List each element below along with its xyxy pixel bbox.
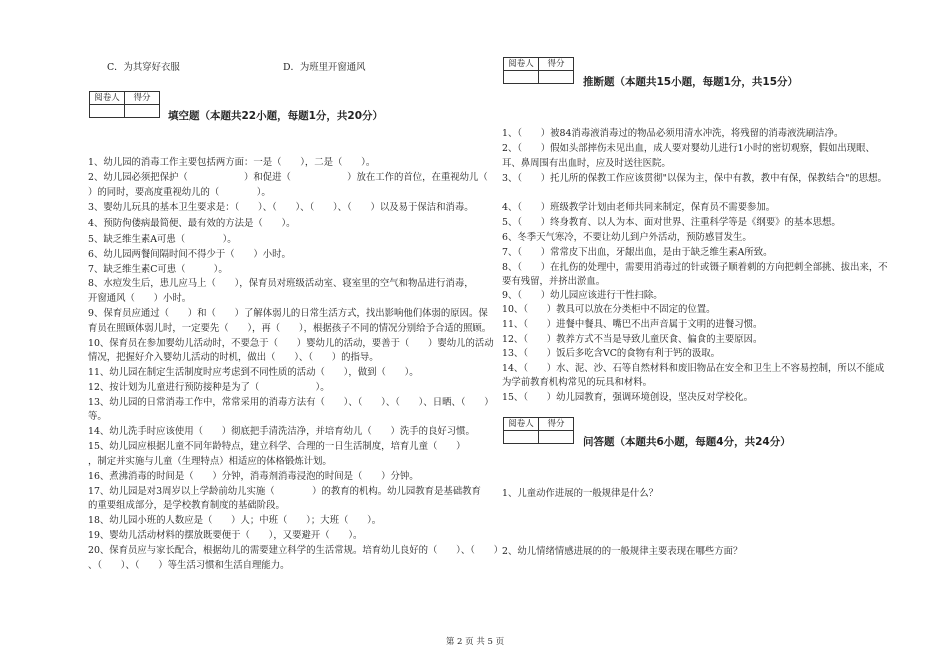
fill-question-line: 、（ ）、（ ）等生活习惯和生活自理能力。 — [88, 560, 290, 571]
judge-question-line: 4、（ ）班级教学计划由老师共同来制定，保育员不需要参加。 — [502, 202, 776, 213]
fill-question-line: 2、幼儿园必须把保护（ ）和促进（ ）放在工作的首位，在重视幼儿（ — [88, 172, 488, 183]
reviewer-cell[interactable] — [504, 431, 539, 444]
fill-question-line: 育员在照顾体弱儿时，一定要先（ ），再（ ），根据孩子不同的情况分别给予合适的照顾。 — [88, 323, 492, 334]
fill-question-line: 6、幼儿园两餐间隔时间不得少于（ ）小时。 — [88, 249, 291, 260]
fill-question-line: 等。 — [88, 411, 107, 422]
judge-question-line: 要有残留，并挤出淤血。 — [502, 276, 606, 287]
fill-question-line: 8、水痘发生后，患儿应马上（ ），保育员对班级活动室、寝室里的空气和物品进行消毒， — [88, 278, 474, 289]
reviewer-cell[interactable] — [90, 105, 125, 118]
judge-question-line: 3、（ ）托儿所的保教工作应该贯彻"以保为主，保中有教，教中有保，保教结合"的思想。 — [502, 173, 887, 184]
score-label: 得分 — [539, 418, 574, 431]
judge-question-line: 12、（ ）教养方式不当是导致儿童厌食、偏食的主要原因。 — [502, 334, 763, 345]
option-c: C．为其穿好衣服 — [107, 62, 180, 73]
judge-question-line: 6、冬季天气寒冷，不要让幼儿到户外活动，预防感冒发生。 — [502, 232, 752, 243]
fill-question-line: 13、幼儿园的日常消毒工作中，常常采用的消毒方法有（ ）、（ ）、（ ）、日晒、（ ） — [88, 397, 494, 408]
qa-question: 1、儿童动作进展的一般规律是什么？ — [502, 488, 658, 499]
reviewer-label: 阅卷人 — [504, 58, 539, 71]
judge-question-line: 14、（ ）水、泥、沙、石等自然材料和废旧物品在安全和卫生上不容易控制，所以不能成 — [502, 363, 885, 374]
judge-score-box — [503, 57, 574, 84]
fill-question-line: 19、婴幼儿活动材料的摆放既要便于（ ），又要避开（ ）。 — [88, 530, 363, 541]
judge-question-line: 5、（ ）终身教育、以人为本、面对世界、注重科学等是《纲要》的基本思想。 — [502, 217, 841, 228]
fill-question-line: 开窗通风（ ）小时。 — [88, 293, 192, 304]
judge-section-title: 推断题（本题共15小题，每题1分，共15分） — [583, 76, 799, 88]
fill-question-line: 16、煮沸消毒的时间是（ ）分钟，消毒剂消毒浸泡的时间是（ ）分钟。 — [88, 471, 419, 482]
judge-question-line: 11、（ ）进餐中餐具、嘴巴不出声音属于文明的进餐习惯。 — [502, 319, 763, 330]
judge-question-line: 为学前教育机构常见的玩具和材料。 — [502, 377, 653, 388]
judge-question-line: 2、（ ）假如头部摔伤未见出血，成人要对婴幼儿进行1小时的密切观察，假如出现眼、 — [502, 143, 875, 154]
fill-question-line: 情况，把握好介入婴幼儿活动的时机，做出（ ）、（ ）的指导。 — [88, 352, 379, 363]
judge-question-line: 8、（ ）在扎伤的处理中，需要用消毒过的针或镊子顺着刺的方向把刺全部挑、拔出来，不 — [502, 262, 888, 273]
score-cell[interactable] — [539, 71, 574, 84]
fill-question-line: 10、保育员在参加婴幼儿活动时，不要急于（ ）婴幼儿的活动，要善于（ ）婴幼儿的活动 — [88, 338, 494, 349]
fill-question-line: 17、幼儿园是对3周岁以上学龄前幼儿实施（ ）的教育的机构。幼儿园教育是基础教育 — [88, 486, 481, 497]
judge-question-line: 13、（ ）饭后多吃含VC的食物有利于钙的汲取。 — [502, 348, 721, 359]
fill-section-title: 填空题（本题共22小题，每题1分，共20分） — [168, 110, 384, 122]
judge-question-line: 耳、鼻周围有出血时，应及时送往医院。 — [502, 158, 671, 169]
judge-question-line: 9、（ ）幼儿园应该进行干性扫除。 — [502, 290, 663, 301]
fill-question-line: 9、保育员应通过（ ）和（ ）了解体弱儿的日常生活方式，找出影响他们体弱的原因。保 — [88, 308, 488, 319]
score-cell[interactable] — [125, 105, 160, 118]
fill-question-line: 7、缺乏维生素C可患（ ）。 — [88, 264, 228, 275]
qa-section-title: 问答题（本题共6小题，每题4分，共24分） — [583, 436, 791, 448]
fill-question-line: ）的同时，要高度重视幼儿的（ ）。 — [88, 187, 271, 198]
qa-score-box — [503, 417, 574, 444]
fill-question-line: 1、幼儿园的消毒工作主要包括两方面：一是（ ），二是（ ）。 — [88, 157, 376, 168]
judge-question-line: 15、（ ）幼儿园教育，强调环境创设，坚决反对学校化。 — [502, 392, 753, 403]
fill-question-line: 4、预防佝偻病最简便、最有效的方法是（ ）。 — [88, 218, 296, 229]
score-label: 得分 — [125, 92, 160, 105]
score-cell[interactable] — [539, 431, 574, 444]
fill-question-line: 15、幼儿园应根据儿童不同年龄特点，建立科学、合理的一日生活制度，培育儿童（ ） — [88, 441, 466, 452]
fill-score-box — [89, 91, 160, 118]
judge-question-line: 10、（ ）教具可以放在分类柜中不固定的位置。 — [502, 304, 716, 315]
fill-question-line: 14、幼儿洗手时应该使用（ ）彻底把手清洗洁净，并培育幼儿（ ）洗手的良好习惯。 — [88, 426, 475, 437]
judge-question-line: 7、（ ）常常皮下出血，牙龈出血，是由于缺乏维生素A所致。 — [502, 247, 773, 258]
fill-question-line: 3、婴幼儿玩具的基本卫生要求是：（ ）、（ ）、（ ）、（ ）以及易于保洁和消毒。 — [88, 202, 474, 213]
fill-question-line: 12、按计划为儿童进行预防接种是为了（ ）。 — [88, 382, 330, 393]
fill-question-line: ，制定并实施与儿童（生理特点）相适应的体格锻炼计划。 — [88, 456, 332, 467]
reviewer-label: 阅卷人 — [90, 92, 125, 105]
qa-question: 2、幼儿情绪情感进展的的一般规律主要表现在哪些方面？ — [502, 546, 743, 557]
reviewer-label: 阅卷人 — [504, 418, 539, 431]
option-d: D．为班里开窗通风 — [283, 62, 366, 73]
score-label: 得分 — [539, 58, 574, 71]
fill-question-line: 11、幼儿园在制定生活制度时应考虑到不同性质的活动（ ），做到（ ）。 — [88, 367, 419, 378]
fill-question-line: 的重要组成部分，是学校教育制度的基础阶段。 — [88, 500, 285, 511]
fill-question-line: 18、幼儿园小班的人数应是（ ）人；中班（ ）；大班（ ）。 — [88, 515, 382, 526]
fill-question-line: 5、缺乏维生素A可患（ ）。 — [88, 234, 237, 245]
page-footer: 第 2 页 共 5 页 — [445, 637, 505, 647]
reviewer-cell[interactable] — [504, 71, 539, 84]
fill-question-line: 20、保育员应与家长配合，根据幼儿的需要建立科学的生活常规。培育幼儿良好的（ ）、（ ） — [88, 545, 504, 556]
judge-question-line: 1、（ ）被84消毒液消毒过的物品必须用清水冲洗，将残留的消毒液洗刷洁净。 — [502, 128, 844, 139]
